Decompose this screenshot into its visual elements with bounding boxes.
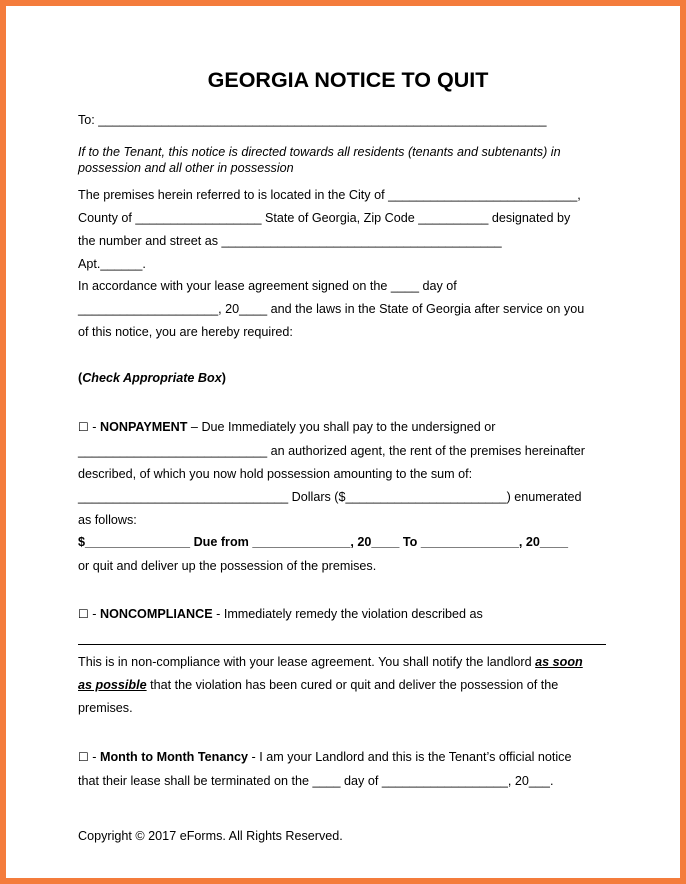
nonpayment-sep: - (88, 420, 100, 434)
tenant-note-line-2: possession and all other in possession (78, 161, 294, 175)
nonpayment-line-1 (78, 416, 495, 439)
noncompliance-violation-blank (78, 644, 606, 645)
noncompliance-line-1 (78, 603, 483, 626)
month-to-month-heading: Month to Month Tenancy (99, 750, 249, 764)
as-soon-emphasis: as soon (535, 655, 583, 669)
noncompliance-line-1-text: - Immediately remedy the violation described as (212, 607, 483, 621)
nonpayment-line-2: ___________________________ an authorized agent, the rent of the premises hereinafter (78, 444, 585, 458)
to-line: To: ________________________________________________________________ (78, 113, 547, 127)
nonpayment-line-6: $_______________ Due from ______________, 20____ To ______________, 20____ (78, 535, 568, 549)
month-to-month-line-1 (78, 746, 571, 769)
month-to-month-line-2: that their lease shall be terminated on the ____ day of __________________, 20___. (78, 774, 554, 788)
premises-line-2: County of __________________ State of Georgia, Zip Code __________ designated by (78, 211, 571, 225)
page-title: GEORGIA NOTICE TO QUIT (207, 68, 489, 92)
copyright: Copyright © 2017 eForms. All Rights Reserved. (78, 829, 343, 843)
month-to-month-sep: - (88, 750, 100, 764)
nonpayment-line-1-text: – Due Immediately you shall pay to the undersigned or (187, 420, 496, 434)
nonpayment-line-4: ______________________________ Dollars ($_______________________) enumerated (78, 490, 582, 504)
month-to-month-line-1-text: - I am your Landlord and this is the Tenant’s official notice (248, 750, 572, 764)
noncompliance-line-3 (78, 674, 558, 697)
nonpayment-line-3: described, of which you now hold possession amounting to the sum of: (78, 467, 473, 481)
nonpayment-heading: NONPAYMENT (99, 420, 188, 434)
tenant-note-line-1: If to the Tenant, this notice is directed towards all residents (tenants and subtenants) in (78, 145, 561, 159)
premises-line-5: In accordance with your lease agreement signed on the ____ day of (78, 279, 457, 293)
noncompliance-line-2 (78, 651, 583, 674)
check-box-paren-close: ) (221, 371, 226, 385)
premises-line-7: of this notice, you are hereby required: (78, 325, 293, 339)
check-box-paren-open: ( (78, 371, 83, 385)
noncompliance-heading: NONCOMPLIANCE (99, 607, 213, 621)
check-box-instruction (78, 367, 226, 390)
nonpayment-checkbox[interactable]: ☐ (78, 420, 89, 434)
as-possible-emphasis: as possible (78, 678, 147, 692)
check-box-label: Check Appropriate Box (82, 371, 222, 385)
premises-line-6: ____________________, 20____ and the laws in the State of Georgia after service on you (78, 302, 585, 316)
noncompliance-checkbox[interactable]: ☐ (78, 607, 89, 621)
noncompliance-line-2-text: This is in non-compliance with your lease agreement. You shall notify the landlord (78, 655, 536, 669)
noncompliance-sep: - (88, 607, 100, 621)
month-to-month-checkbox[interactable]: ☐ (78, 750, 89, 764)
premises-line-3: the number and street as ________________________________________ (78, 234, 502, 248)
nonpayment-line-7: or quit and deliver up the possession of the premises. (78, 559, 377, 573)
noncompliance-line-3-text: that the violation has been cured or quit and deliver the possession of the (146, 678, 559, 692)
premises-line-1: The premises herein referred to is located in the City of ___________________________, (78, 188, 581, 202)
premises-line-4: Apt.______. (78, 257, 146, 271)
nonpayment-line-5: as follows: (78, 513, 137, 527)
noncompliance-line-4: premises. (78, 701, 133, 715)
